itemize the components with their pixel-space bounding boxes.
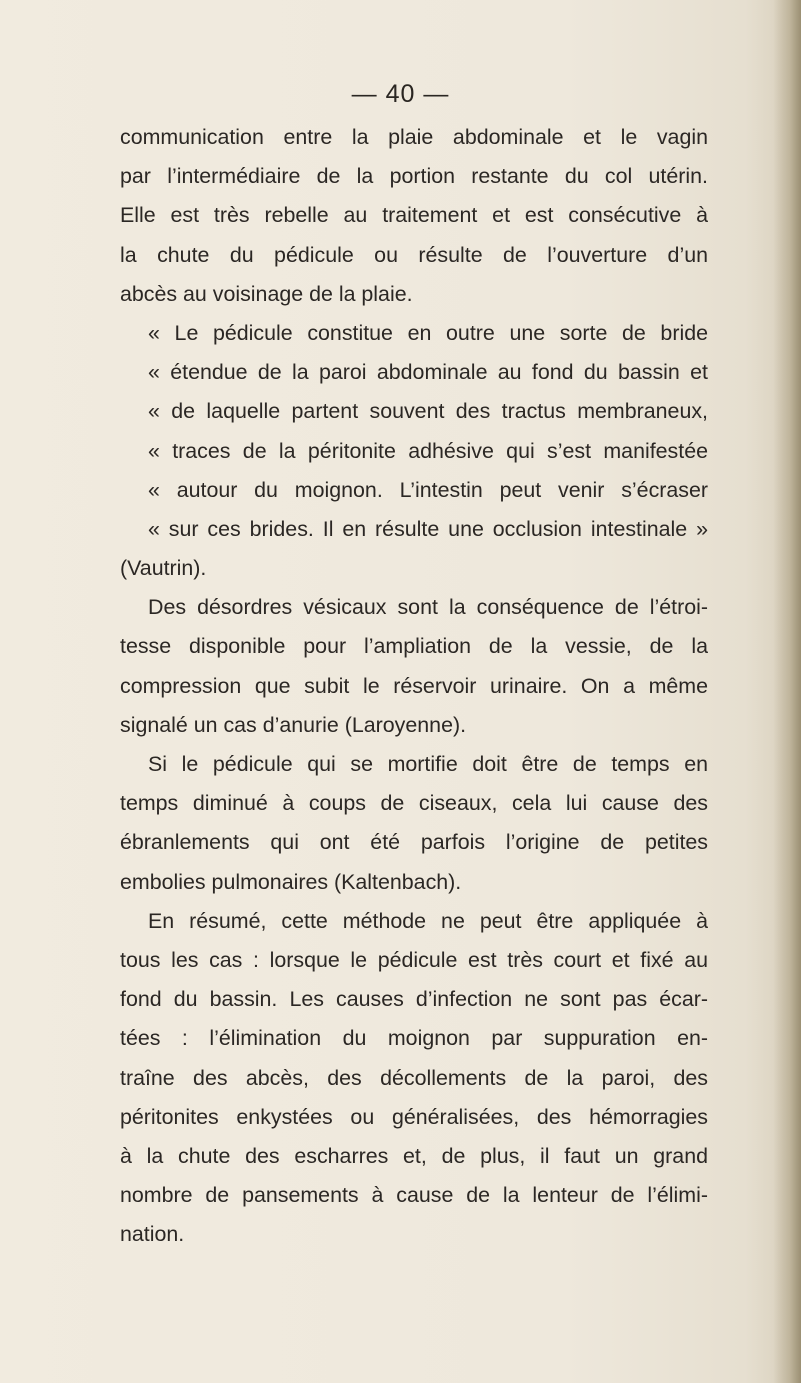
text-line: compression que subit le réservoir urinaire. On a même <box>120 673 708 698</box>
text-line: (Vautrin). <box>120 556 207 581</box>
text-line: Elle est très rebelle au traitement et est consécutive à <box>120 203 708 228</box>
text-line: à la chute des escharres et, de plus, il faut un grand <box>120 1143 708 1168</box>
body-text <box>120 118 708 1254</box>
text-line: tées : l’élimination du moignon par suppuration en- <box>120 1026 708 1051</box>
text-line: « étendue de la paroi abdominale au fond du bassin et <box>148 360 708 385</box>
text-line: Des désordres vésicaux sont la conséquence de l’étroi- <box>148 595 708 620</box>
text-line: par l’intermédiaire de la portion restante du col utérin. <box>120 164 708 189</box>
text-line: « sur ces brides. Il en résulte une occlusion intestinale » <box>148 516 708 541</box>
text-line: ébranlements qui ont été parfois l’origine de petites <box>120 830 708 855</box>
text-line: signalé un cas d’anurie (Laroyenne). <box>120 712 467 737</box>
text-line: abcès au voisinage de la plaie. <box>120 281 413 306</box>
text-line: Si le pédicule qui se mortifie doit être de temps en <box>148 752 708 776</box>
text-line: « traces de la péritonite adhésive qui s’est manifestée <box>148 438 708 463</box>
text-line: « Le pédicule constitue en outre une sorte de bride <box>148 320 708 345</box>
text-line: embolies pulmonaires (Kaltenbach). <box>120 869 462 894</box>
text-line: « autour du moignon. L’intestin peut venir s’écraser <box>148 477 708 502</box>
text-line: nombre de pansements à cause de la lenteur de l’élimi- <box>120 1183 708 1208</box>
text-line: nation. <box>120 1222 185 1247</box>
text-line: tous les cas : lorsque le pédicule est très court et fixé au <box>120 947 708 972</box>
text-line: fond du bassin. Les causes d’infection ne sont pas écar- <box>120 987 708 1012</box>
text-line: communication entre la plaie abdominale et le vagin <box>120 125 708 149</box>
text-line: En résumé, cette méthode ne peut être appliquée à <box>148 908 708 933</box>
text-line: « de laquelle partent souvent des tractus membraneux, <box>148 399 708 424</box>
text-line: la chute du pédicule ou résulte de l’ouverture d’un <box>120 242 708 267</box>
text-line: temps diminué à coups de ciseaux, cela lui cause des <box>120 791 708 816</box>
text-line: tesse disponible pour l’ampliation de la vessie, de la <box>120 634 708 659</box>
text-line: péritonites enkystées ou généralisées, des hémorragies <box>120 1104 708 1129</box>
page-edge-shadow <box>773 0 801 1383</box>
text-line: traîne des abcès, des décollements de la paroi, des <box>120 1065 708 1090</box>
page-number: — 40 — <box>351 80 450 108</box>
